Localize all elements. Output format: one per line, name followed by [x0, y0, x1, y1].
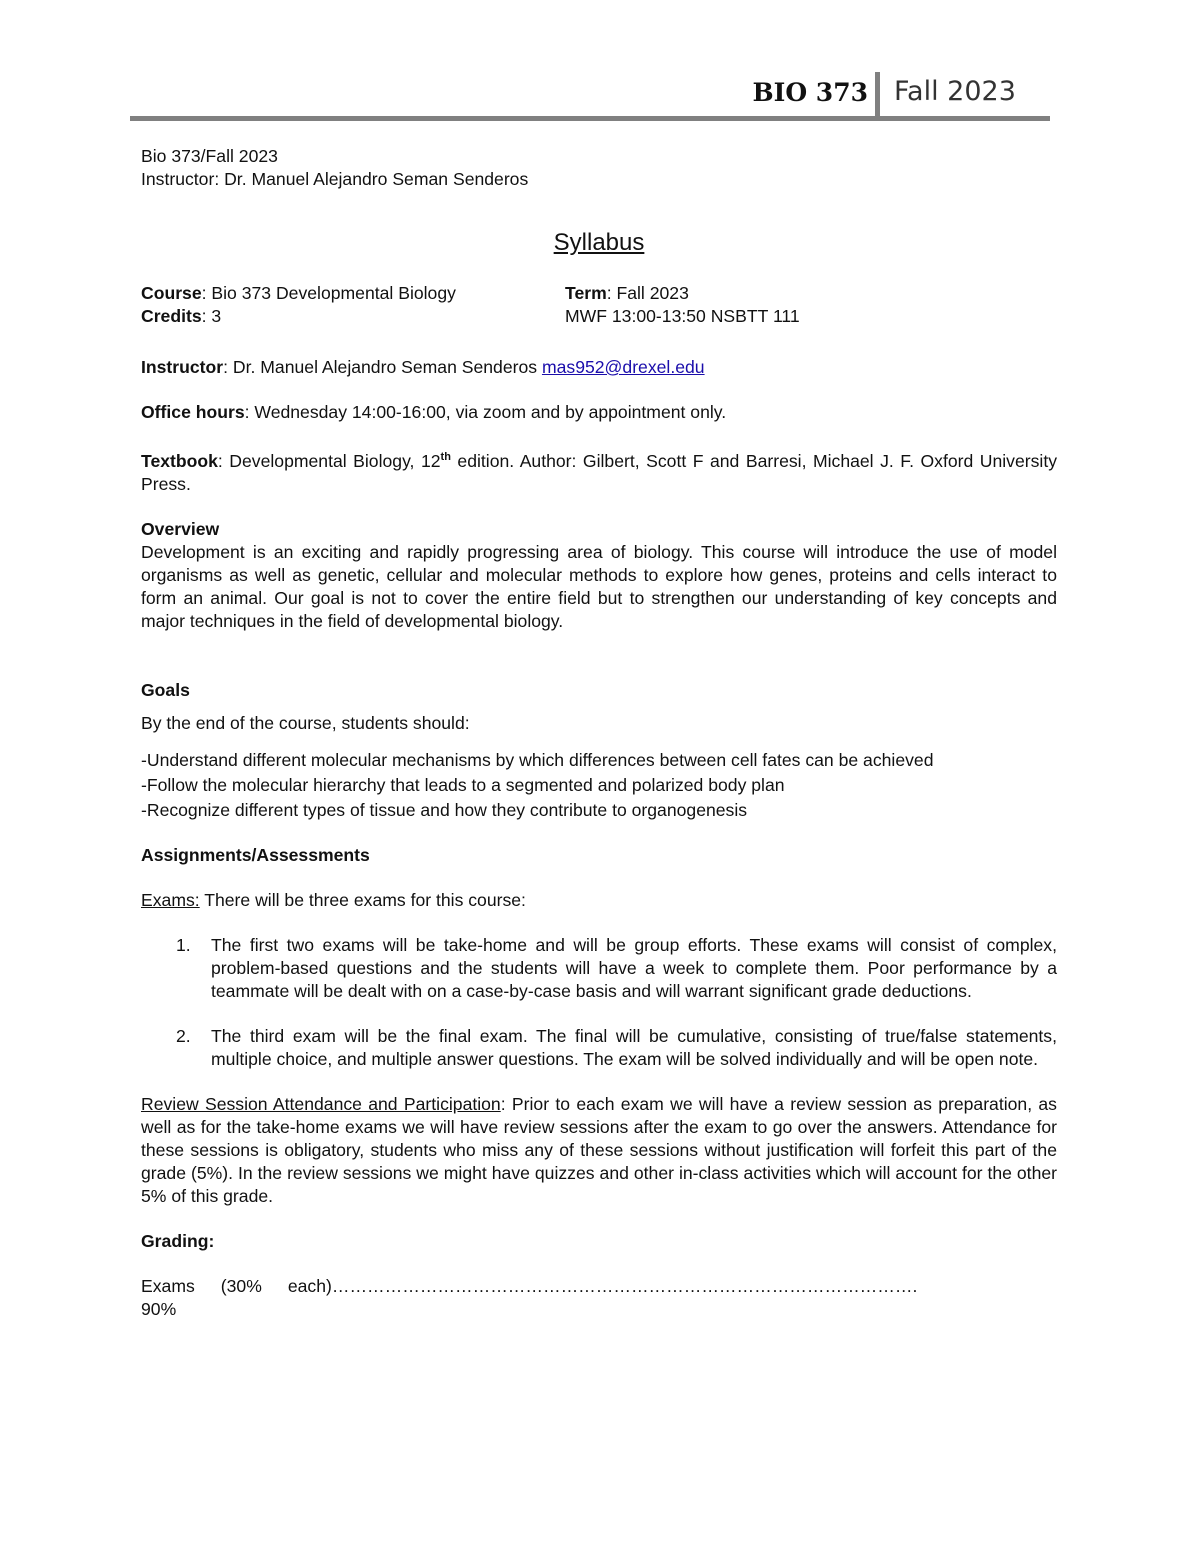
office-hours-label: Office hours	[141, 402, 245, 422]
goal-item: -Understand different molecular mechanisms by which differences between cell fates can be achieved	[141, 749, 934, 770]
page-header	[130, 70, 1050, 122]
instructor-value: : Dr. Manuel Alejandro Seman Senderos	[223, 357, 542, 377]
grading-each-leader: each)……………………………………………………………………………………….	[287, 1275, 918, 1296]
goals-intro: By the end of the course, students should:	[141, 712, 470, 733]
instructor-email-link[interactable]: mas952@drexel.edu	[541, 357, 705, 377]
intro-line-1: Bio 373/Fall 2023	[141, 146, 278, 166]
exam-item-text: The first two exams will be take-home and will be group efforts. These exams will consist of complex, problem-based questions and the students will have a week to complete them. Poor performance by a teammate will be dealt with on a case-by-case basis and will warrant significant grade deductions.	[211, 934, 1057, 1001]
credits-label: Credits	[141, 306, 202, 326]
header-divider	[875, 72, 880, 116]
goals-list	[141, 749, 1057, 822]
header-rule	[130, 116, 1050, 121]
term-value: : Fall 2023	[606, 283, 689, 303]
textbook-sup: th	[440, 451, 451, 463]
course-label: Course	[141, 283, 202, 303]
exams-line	[141, 889, 1057, 912]
grading-line	[141, 1275, 1057, 1321]
office-hours-value: : Wednesday 14:00-16:00, via zoom and by appointment only.	[244, 402, 727, 422]
goal-item: -Recognize different types of tissue and how they contribute to organogenesis	[141, 799, 748, 820]
exam-item	[141, 1025, 1057, 1071]
header-term: Fall 2023	[894, 76, 1016, 107]
header-course-code: BIO 373	[752, 78, 868, 107]
intro-line-2: Instructor: Dr. Manuel Alejandro Seman Senderos	[141, 169, 529, 189]
document-body	[141, 145, 1057, 1321]
exam-item-text: The third exam will be the final exam. The final will be cumulative, consisting of true/false statements, multiple choice, and multiple answer questions. The exam will be solved individually and will be open note.	[211, 1025, 1057, 1069]
textbook-value-pre: : Developmental Biology, 12	[217, 450, 441, 471]
course-value: : Bio 373 Developmental Biology	[201, 283, 456, 303]
grading-heading: Grading:	[141, 1230, 215, 1251]
exam-list	[141, 934, 1057, 1071]
instructor-label: Instructor	[141, 357, 224, 377]
textbook-line	[141, 446, 1057, 496]
overview-heading: Overview	[141, 518, 220, 539]
credits-value: : 3	[201, 306, 222, 326]
goals-heading: Goals	[141, 679, 190, 700]
textbook-label: Textbook	[141, 450, 218, 471]
schedule: MWF 13:00-13:50 NSBTT 111	[565, 306, 800, 326]
review-session-text: : Prior to each exam we will have a review session as preparation, as well as for the take-home exams we will have review sessions after the exam to go over the answers. Attendance for these sessions is obligatory, students who miss any of these sessions without justification will forfeit this part of the grade (5%). In the review sessions we might have quizzes and other in-class activities which will account for the other 5% of this grade.	[141, 1093, 1057, 1206]
page-title: Syllabus	[553, 229, 645, 256]
exams-label: Exams:	[141, 889, 200, 910]
instructor-line	[141, 356, 1057, 379]
term-label: Term	[565, 283, 607, 303]
course-info	[141, 282, 1057, 328]
exams-text: There will be three exams for this course:	[199, 889, 526, 910]
review-session-label: Review Session Attendance and Participation	[141, 1093, 501, 1114]
exam-item-number: 1.	[176, 934, 191, 955]
goal-item: -Follow the molecular hierarchy that leads to a segmented and polarized body plan	[141, 774, 785, 795]
review-session-paragraph	[141, 1093, 1057, 1208]
assignments-heading: Assignments/Assessments	[141, 844, 370, 865]
textbook-value-post: edition. Author: Gilbert, Scott F and Barresi, Michael J. F. Oxford University Press.	[141, 450, 1058, 494]
office-hours-line	[141, 401, 1057, 424]
exam-item	[141, 934, 1057, 1003]
grading-total: 90%	[141, 1298, 177, 1319]
overview-text: Development is an exciting and rapidly progressing area of biology. This course will introduce the use of model organisms as well as genetic, cellular and molecular methods to explore how genes, proteins and cells interact to form an animal. Our goal is not to cover the entire field but to strengthen our understanding of key concepts and major techniques in the field of developmental biology.	[141, 541, 1057, 631]
exam-item-number: 2.	[176, 1025, 191, 1046]
grading-percent: (30%	[220, 1275, 262, 1296]
grading-exams: Exams	[141, 1275, 195, 1296]
